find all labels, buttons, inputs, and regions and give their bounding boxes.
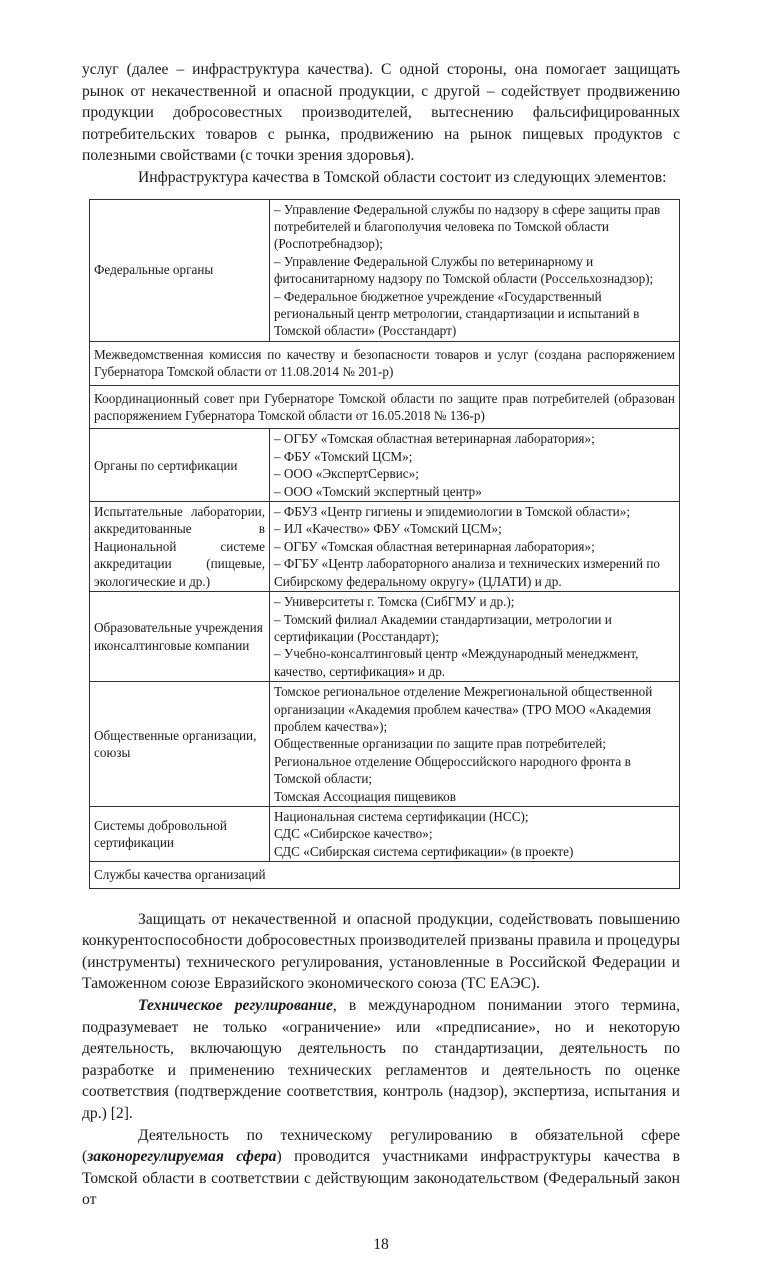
row-label: Общественные организации, союзы [90, 682, 270, 807]
row-label: Образовательные учреждения иконсалтинговые компании [90, 592, 270, 682]
row-label: Системы добровольной сертификации [90, 806, 270, 861]
list-item: – ООО «Томский экспертный центр» [274, 483, 482, 499]
row-label: Органы по сертификации [90, 429, 270, 502]
row-content [270, 682, 680, 807]
table-row [90, 806, 680, 861]
document-page [82, 0, 680, 1275]
paragraph-mandatory-sphere [82, 1125, 680, 1211]
list-item: – Томский филиал Академии стандартизации, метрологии и сертификации (Росстандарт); [274, 611, 612, 644]
table-row [90, 502, 680, 592]
table-row [90, 199, 680, 341]
commission-cell: Межведомственная комиссия по качеству и безопасности товаров и услуг (создана распоряжением Губернатора Томской области от 11.08.2014 № 201-р) [90, 341, 680, 385]
list-item: Томское региональное отделение Межрегиональной общественной организации «Академия проблем качества» (ТРО МОО «Академия проблем качества»); [274, 684, 653, 734]
table-row [90, 385, 680, 429]
list-item: – ОГБУ «Томская областная ветеринарная лаборатория»; [274, 431, 595, 447]
row-label: Федеральные органы [90, 199, 270, 341]
paragraph-tech-regulation [82, 995, 680, 1125]
paragraph-table-intro: Инфраструктура качества в Томской области состоит из следующих элементов: [138, 168, 667, 186]
table-row [90, 429, 680, 502]
list-item: – Управление Федеральной службы по надзору в сфере защиты прав потребителей и благополучия человека по Томской области (Роспотребнадзор); [274, 201, 661, 252]
row-label: Испытательные лаборатории, аккредитованные в Национальной системе аккредитации (пищевые, экологические и др.) [90, 502, 270, 592]
row-content [270, 199, 680, 341]
table-row [90, 682, 680, 807]
paragraph-intro: услуг (далее – инфраструктура качества). С одной стороны, она помогает защищать рынок от некачественной и опасной продукции, с другой – содействует продвижению продукции добросовестных производителей, вытеснению фальсифицированных потребительских товаров с рынка, продвижению на рынок пищевых продуктов с полезными свойствами (с точки зрения здоровья). [82, 61, 680, 165]
list-item: – ФБУ «Томский ЦСМ»; [274, 448, 413, 464]
term-tech-regulation: Техническое регулирование [138, 996, 333, 1014]
list-item: – Учебно-консалтинговый центр «Международный менеджмент, качество, сертификация» и др. [274, 646, 639, 679]
list-item: Региональное отделение Общероссийского народного фронта в Томской области; [274, 753, 631, 787]
paragraph-text: ) проводится участниками инфраструктуры качества в Томской области в соответствии с действующим законодательством (Федеральный закон от [82, 1148, 680, 1209]
council-cell: Координационный совет при Губернаторе Томской области по защите прав потребителей (образован распоряжением Губернатора Томской области от 16.05.2018 № 136-р) [90, 385, 680, 429]
paragraph-text: Деятельность по техническому регулированию в обязательной сфере ( [82, 1126, 680, 1166]
list-item: СДС «Сибирская система сертификации» (в проекте) [274, 843, 574, 859]
list-item: – Университеты г. Томска (СибГМУ и др.); [274, 594, 515, 610]
table-row [90, 592, 680, 682]
table-row [90, 862, 680, 888]
list-item: СДС «Сибирское качество»; [274, 826, 433, 842]
list-item: Томская Ассоциация пищевиков [274, 788, 456, 804]
list-item: – ФГБУ «Центр лабораторного анализа и технических измерений по Сибирскому федеральному округу» (ЦЛАТИ) и др. [274, 556, 661, 589]
list-item: – ООО «ЭкспертСервис»; [274, 466, 419, 482]
list-item: Общественные организации по защите прав потребителей; [274, 736, 606, 752]
table-row [90, 341, 680, 385]
quality-infrastructure-table [89, 199, 680, 889]
row-content [270, 592, 680, 682]
term-regulated-sphere: законорегулируемая сфера [87, 1148, 277, 1166]
list-item: – ОГБУ «Томская областная ветеринарная лаборатория»; [274, 538, 595, 554]
row-content [270, 806, 680, 861]
list-item: – ИЛ «Качество» ФБУ «Томский ЦСМ»; [274, 521, 502, 537]
list-item: – ФБУЗ «Центр гигиены и эпидемиологии в Томской области»; [274, 504, 630, 520]
list-item: – Управление Федеральной Службы по ветеринарному и фитосанитарному надзору по Томской области (Россельхознадзор); [274, 253, 654, 287]
row-content [270, 429, 680, 502]
list-item: Национальная система сертификации (НСС); [274, 808, 529, 824]
list-item: – Федеральное бюджетное учреждение «Государственный региональный центр метрологии, стандартизации и испытаний в Томской области» (Росстандарт) [274, 288, 640, 339]
row-content [270, 502, 680, 592]
page-number: 18 [373, 1235, 389, 1253]
paragraph-protect: Защищать от некачественной и опасной продукции, содействовать повышению конкурентоспособности добросовестных производителей призваны правила и процедуры (инструменты) технического регулирования, установленные в Российской Федерации и Таможенном союзе Евразийского экономического союза (ТС ЕАЭС). [82, 910, 680, 993]
paragraph-text: , в международном понимании этого термина, подразумевает не только «ограничение» или «предписание», но и некоторую деятельность, включающую деятельность по стандартизации, деятельность по разработке и применению технических регламентов и деятельность по оценке соответствия (подтверждение соответствия, контроль (надзор), экспертиза, испытания и др.) [2]. [82, 996, 680, 1122]
services-cell: Службы качества организаций [90, 862, 680, 888]
